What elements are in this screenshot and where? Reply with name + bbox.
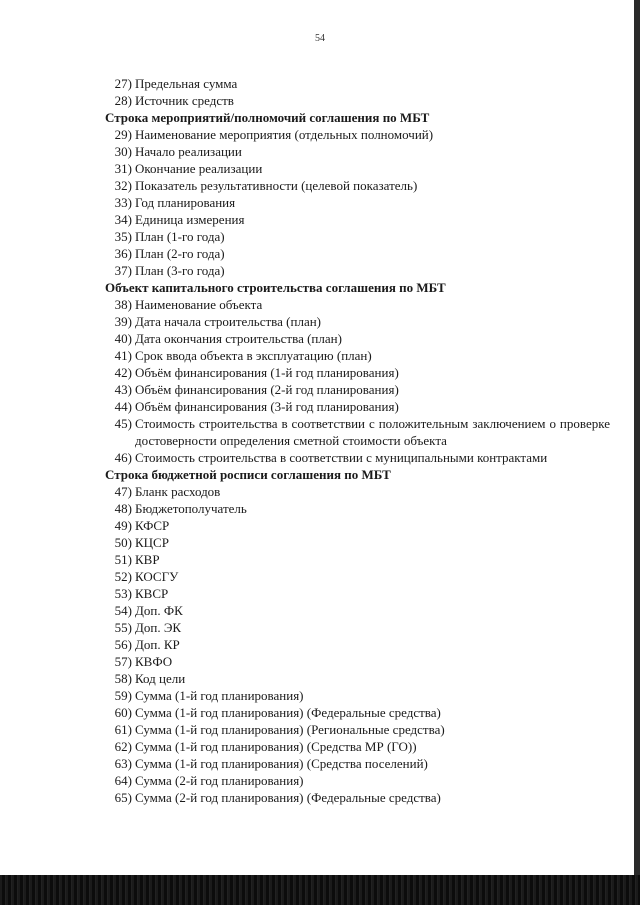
list-item-number: 44) xyxy=(114,399,132,414)
list-item xyxy=(105,398,610,415)
list-item-number: 35) xyxy=(114,229,132,244)
list-item xyxy=(105,500,610,517)
list-item-text: План (3-го года) xyxy=(135,263,225,278)
list-item xyxy=(105,245,610,262)
list-item-text: Окончание реализации xyxy=(135,161,263,176)
list-item-number: 65) xyxy=(114,790,132,805)
list-item-number: 51) xyxy=(114,552,132,567)
list-item-text: Срок ввода объекта в эксплуатацию (план) xyxy=(135,348,372,363)
list-item-text: Сумма (1-й год планирования) xyxy=(135,688,304,703)
list-item-text: КВР xyxy=(135,552,160,567)
list-item-text: Наименование мероприятия (отдельных полномочий) xyxy=(135,127,434,142)
list-item-text: Объём финансирования (2-й год планирования) xyxy=(135,382,399,397)
list-item-text: Доп. КР xyxy=(135,637,180,652)
list-item-number: 57) xyxy=(114,654,132,669)
list-item-text: Объём финансирования (3-й год планирования) xyxy=(135,399,399,414)
list-item xyxy=(105,126,610,143)
list-item-text: Сумма (1-й год планирования) (Региональные средства) xyxy=(135,722,445,737)
list-item-text: Дата начала строительства (план) xyxy=(135,314,321,329)
list-item-number: 63) xyxy=(114,756,132,771)
document-body xyxy=(105,75,610,806)
page-number: 54 xyxy=(315,33,325,44)
list-item xyxy=(105,755,610,772)
list-item xyxy=(105,517,610,534)
list-item-number: 47) xyxy=(114,484,132,499)
list-item xyxy=(105,143,610,160)
section-heading: Строка мероприятий/полномочий соглашения по МБТ xyxy=(105,110,430,125)
list-item xyxy=(105,551,610,568)
list-item-number: 43) xyxy=(114,382,132,397)
scan-edge xyxy=(634,0,640,875)
list-item-number: 59) xyxy=(114,688,132,703)
list-item-text: Объём финансирования (1-й год планирования) xyxy=(135,365,399,380)
list-item-text: Доп. ФК xyxy=(135,603,183,618)
list-item-text: Доп. ЭК xyxy=(135,620,182,635)
list-item xyxy=(105,160,610,177)
list-item xyxy=(105,636,610,653)
list-item xyxy=(105,381,610,398)
list-item-number: 53) xyxy=(114,586,132,601)
list-item-number: 29) xyxy=(114,127,132,142)
list-item-number: 37) xyxy=(114,263,132,278)
list-item-text: Дата окончания строительства (план) xyxy=(135,331,342,346)
section-heading: Объект капитального строительства соглашения по МБТ xyxy=(105,280,446,295)
list-item-text: Бюджетополучатель xyxy=(135,501,247,516)
list-item-number: 31) xyxy=(114,161,132,176)
list-item-number: 45) xyxy=(114,416,132,431)
list-item-text: План (2-го года) xyxy=(135,246,225,261)
list-item xyxy=(105,228,610,245)
list-item-text: Наименование объекта xyxy=(135,297,263,312)
list-item-number: 32) xyxy=(114,178,132,193)
list-item xyxy=(105,211,610,228)
list-item-text: Показатель результативности (целевой показатель) xyxy=(135,178,418,193)
list-item xyxy=(105,738,610,755)
list-item xyxy=(105,789,610,806)
list-item-number: 54) xyxy=(114,603,132,618)
list-item xyxy=(105,415,610,449)
list-item-text: Сумма (1-й год планирования) (Средства поселений) xyxy=(135,756,428,771)
list-item-text: Год планирования xyxy=(135,195,236,210)
list-item-number: 41) xyxy=(114,348,132,363)
list-item-number: 64) xyxy=(114,773,132,788)
list-item-number: 40) xyxy=(114,331,132,346)
list-item-number: 48) xyxy=(114,501,132,516)
list-item-text: Источник средств xyxy=(135,93,234,108)
list-item xyxy=(105,772,610,789)
list-item-number: 34) xyxy=(114,212,132,227)
list-item-text: КФСР xyxy=(135,518,170,533)
list-item-text: Предельная сумма xyxy=(135,76,238,91)
list-item-number: 60) xyxy=(114,705,132,720)
list-item xyxy=(105,296,610,313)
list-item-text: Сумма (1-й год планирования) (Средства МР (ГО)) xyxy=(135,739,417,754)
list-item-number: 30) xyxy=(114,144,132,159)
list-item-text: Код цели xyxy=(135,671,186,686)
list-item xyxy=(105,92,610,109)
list-item-number: 33) xyxy=(114,195,132,210)
list-item-text: КВСР xyxy=(135,586,169,601)
list-item-number: 52) xyxy=(114,569,132,584)
list-item xyxy=(105,313,610,330)
list-item-text: Начало реализации xyxy=(135,144,242,159)
list-item xyxy=(105,619,610,636)
list-item-text: КОСГУ xyxy=(135,569,179,584)
list-item xyxy=(105,585,610,602)
list-item xyxy=(105,483,610,500)
list-item xyxy=(105,262,610,279)
list-item-number: 50) xyxy=(114,535,132,550)
list-item-number: 39) xyxy=(114,314,132,329)
list-item xyxy=(105,75,610,92)
list-item-text: План (1-го года) xyxy=(135,229,225,244)
list-item-number: 58) xyxy=(114,671,132,686)
list-item-number: 27) xyxy=(114,76,132,91)
list-item-text: Сумма (1-й год планирования) (Федеральные средства) xyxy=(135,705,441,720)
list-item xyxy=(105,602,610,619)
list-item xyxy=(105,194,610,211)
list-item-number: 55) xyxy=(114,620,132,635)
list-item xyxy=(105,330,610,347)
list-item-number: 28) xyxy=(114,93,132,108)
list-item-number: 36) xyxy=(114,246,132,261)
list-item xyxy=(105,704,610,721)
list-item-number: 61) xyxy=(114,722,132,737)
list-item xyxy=(105,364,610,381)
list-item-number: 49) xyxy=(114,518,132,533)
list-item xyxy=(105,653,610,670)
list-item-text: Сумма (2-й год планирования) xyxy=(135,773,304,788)
list-item-number: 62) xyxy=(114,739,132,754)
list-item-text: Единица измерения xyxy=(135,212,245,227)
list-item-text: КЦСР xyxy=(135,535,169,550)
list-item xyxy=(105,449,610,466)
list-item-number: 46) xyxy=(114,450,132,465)
list-item-text: Стоимость строительства в соответствии с положительным заключением о проверке достоверности определения сметной стоимости объекта xyxy=(135,416,610,448)
scan-border xyxy=(0,875,640,905)
list-item-text: Бланк расходов xyxy=(135,484,221,499)
list-item xyxy=(105,721,610,738)
list-item xyxy=(105,670,610,687)
list-item xyxy=(105,347,610,364)
list-item xyxy=(105,534,610,551)
list-item xyxy=(105,568,610,585)
section-heading: Строка бюджетной росписи соглашения по МБТ xyxy=(105,467,391,482)
list-item-number: 38) xyxy=(114,297,132,312)
list-item-text: Стоимость строительства в соответствии с муниципальными контрактами xyxy=(135,450,548,465)
list-item xyxy=(105,687,610,704)
list-item xyxy=(105,177,610,194)
list-item-number: 42) xyxy=(114,365,132,380)
list-item-number: 56) xyxy=(114,637,132,652)
list-item-text: Сумма (2-й год планирования) (Федеральные средства) xyxy=(135,790,441,805)
list-item-text: КВФО xyxy=(135,654,173,669)
